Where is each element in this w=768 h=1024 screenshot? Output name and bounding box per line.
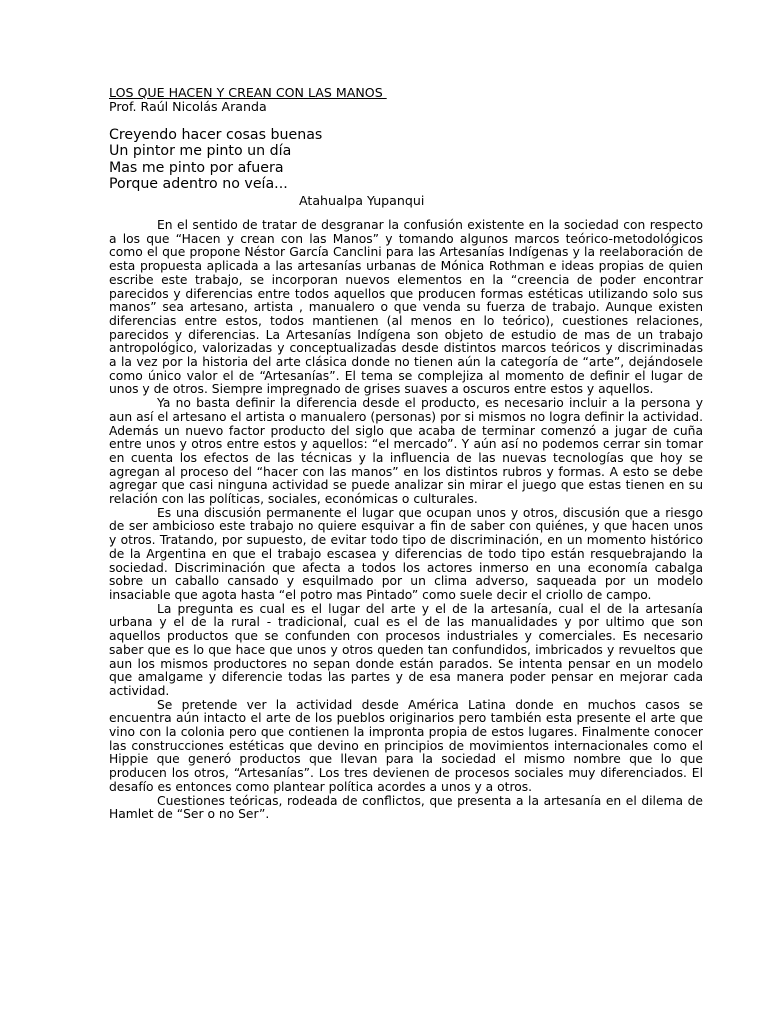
document-title: LOS QUE HACEN Y CREAN CON LAS MANOS — [109, 85, 387, 100]
body-paragraph: Cuestiones teóricas, rodeada de conflictos, que presenta a la artesanía en el dilema de Hamlet de “Ser o no Ser”. — [109, 793, 703, 822]
poem-line: Mas me pinto por afuera — [109, 159, 284, 176]
poem-attribution: Atahualpa Yupanqui — [299, 192, 425, 208]
body-paragraph: La pregunta es cual es el lugar del arte y el de la artesanía, cual el de la artesanía urbana y el de la rural - tradicional, cual es el de las manualidades y por ultimo que son aquellos productos que se confunden con procesos industriales y comerciales. Es necesario saber que es lo que hace que unos y otros queden tan confundidos, imbricados y revueltos que aun los mismos productores no sepan donde están parados. Se intenta pensar en un modelo que amalgame y diferencie todas las partes y de esa manera poder pensar en mejorar cada actividad. — [109, 601, 703, 698]
body-paragraph: Ya no basta definir la diferencia desde el producto, es necesario incluir a la persona y aun así el artesano el artista o manualero (personas) por si mismos no logra definir la actividad. Además un nuevo factor producto del siglo que acaba de terminar comenzó a jugar de cuña entre unos y otros entre estos y aquellos: “el mercado”. Y aún así no podemos cerrar sin tomar en cuenta los efectos de las técnicas y la influencia de las nuevas tecnologías que hoy se agregan al proceso del “hacer con las manos” en los distintos rubros y formas. A esto se debe agregar que casi ninguna actividad se puede analizar sin mirar el juego que estas tienen en su relación con las políticas, sociales, económicas o culturales. — [109, 396, 703, 507]
document-body — [109, 219, 703, 822]
document-author: Prof. Raúl Nicolás Aranda — [109, 99, 267, 114]
body-paragraph: Es una discusión permanente el lugar que ocupan unos y otros, discusión que a riesgo de ser ambicioso este trabajo no quiere esquivar a fin de saber con quiénes, y que hacen unos y otros. Tratando, por supuesto, de evitar todo tipo de discriminación, en un momento histórico de la Argentina en que el trabajo escasea y diferencias de todo tipo están resquebrajando la sociedad. Discriminación que afecta a todos los actores inmerso en una economía cabalga sobre un caballo cansado y esquilmado por un clima adverso, saqueada por un modelo insaciable que agota hasta “el potro mas Pintado” como suele decir el criollo de campo. — [109, 505, 703, 602]
body-paragraph: Se pretende ver la actividad desde América Latina donde en muchos casos se encuentra aún intacto el arte de los pueblos originarios pero también esta presente el arte que vino con la colonia pero que contienen la impronta propia de estos lugares. Finalmente conocer las construcciones estéticas que devino en principios de movimientos internacionales como el Hippie que generó productos que llevan para la sociedad el mismo nombre que lo que producen los otros, “Artesanías”. Los tres devienen de procesos sociales muy diferenciados. El desafío es entonces como plantear política acordes a unos y a otros. — [109, 697, 703, 794]
document-header — [109, 86, 709, 114]
epigraph-poem — [109, 127, 709, 208]
poem-line: Creyendo hacer cosas buenas — [109, 127, 323, 143]
poem-line: Porque adentro no veía... — [109, 176, 288, 193]
body-paragraph: En el sentido de tratar de desgranar la confusión existente en la sociedad con respecto a los que “Hacen y crean con las Manos” y tomando algunos marcos teórico-metodológicos como el que propone Néstor García Canclini para las Artesanías Indígenas y la reelaboración de esta propuesta aplicada a las artesanías urbanas de Mónica Rothman e ideas propias de quien escribe este trabajo, se incorporan nuevos elementos en la “creencia de poder encontrar parecidos y diferencias entre todos aquellos que producen formas estéticas utilizando solo sus manos” sea artesano, artista , manualero o que venda su fuerza de trabajo. Aunque existen diferencias entre estos, todos mantienen (al menos en lo teórico), cuestiones relaciones, parecidos y diferencias. La Artesanías Indígena son objeto de estudio de mas de un trabajo antropológico, valorizadas y conceptualizadas desde distintos marcos teóricos y discriminadas a la vez por la historia del arte clásica donde no tienen aún la categoría de “arte”, dejándosele como único valor el de “Artesanías”. El tema se complejiza al momento de definir el lugar de unos y de otros. Siempre impregnado de grises suaves a oscuros entre estos y aquellos. — [109, 218, 703, 397]
poem-line: Un pintor me pinto un día — [109, 143, 292, 160]
